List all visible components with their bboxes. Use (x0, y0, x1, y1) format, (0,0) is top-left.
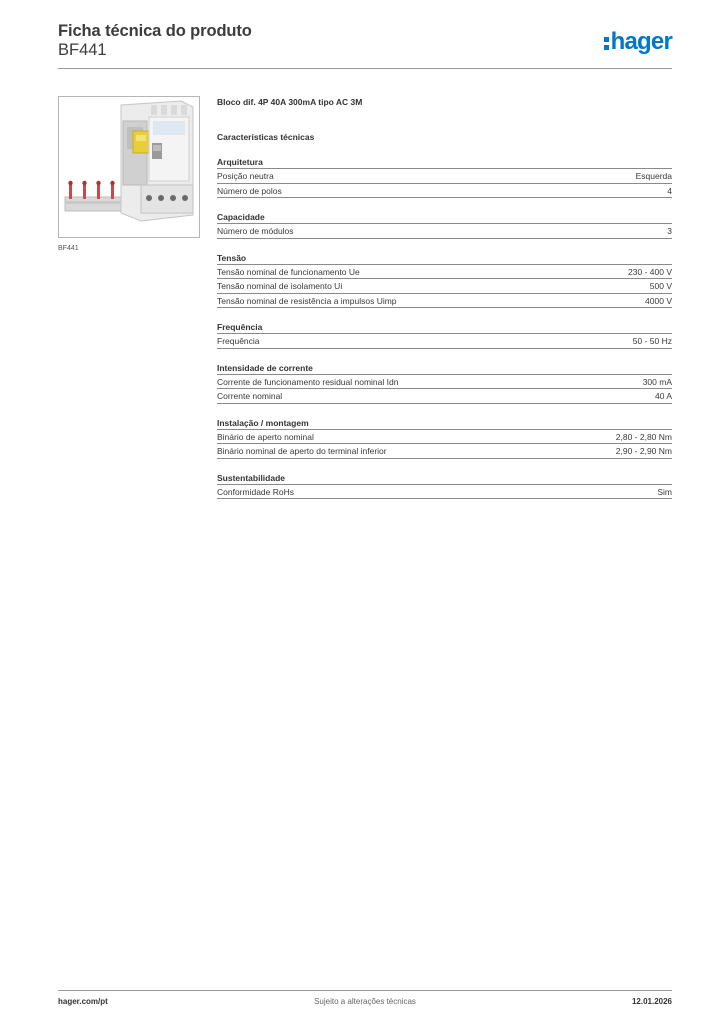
spec-group (217, 211, 672, 239)
product-name: Bloco dif. 4P 40A 300mA tipo AC 3M (217, 97, 363, 107)
spec-group (217, 252, 672, 309)
spec-label: Binário de aperto nominal (217, 431, 314, 442)
logo-colon-icon (604, 37, 609, 50)
spec-value: 40 A (654, 391, 672, 401)
spec-group (217, 156, 672, 198)
spec-row (217, 184, 672, 199)
spec-group-title: Tensão (217, 252, 672, 265)
spec-value: Esquerda (635, 171, 672, 181)
spec-value: 2,90 - 2,90 Nm (615, 446, 672, 456)
hager-logo (604, 29, 672, 55)
spec-value: 4000 V (645, 295, 672, 306)
spec-group-title: Intensidade de corrente (217, 362, 672, 375)
spec-group (217, 321, 672, 349)
spec-row (217, 279, 672, 294)
spec-row (217, 334, 672, 349)
spec-row (217, 169, 672, 184)
spec-label: Tensão nominal de isolamento Ui (217, 281, 343, 291)
spec-row (217, 389, 672, 404)
spec-group-title: Capacidade (217, 211, 672, 224)
spec-label: Número de módulos (217, 226, 294, 236)
spec-value: 230 - 400 V (628, 266, 672, 277)
spec-group-title: Sustentabilidade (217, 472, 672, 485)
spec-label: Binário nominal de aperto do terminal inferior (217, 446, 387, 456)
product-image (58, 96, 200, 238)
spec-label: Corrente nominal (217, 391, 283, 401)
spec-label: Frequência (217, 336, 260, 346)
spec-row (217, 294, 672, 309)
spec-group-title: Frequência (217, 321, 672, 334)
header-divider (58, 68, 672, 69)
spec-row (217, 265, 672, 280)
spec-value: 4 (667, 185, 672, 196)
spec-value: 2,80 - 2,80 Nm (615, 431, 672, 442)
product-code: BF441 (58, 41, 107, 59)
spec-label: Posição neutra (217, 171, 274, 181)
spec-groups (217, 156, 672, 499)
spec-value: 300 mA (642, 376, 672, 387)
spec-label: Tensão nominal de resistência a impulsos Uimp (217, 295, 397, 306)
spec-group (217, 472, 672, 500)
document-title: Ficha técnica do produto (58, 22, 252, 40)
spec-label: Conformidade RoHs (217, 486, 295, 497)
footer-divider (58, 990, 672, 991)
spec-row (217, 224, 672, 239)
logo-text: hager (610, 28, 672, 55)
spec-group-title: Arquitetura (217, 156, 672, 169)
spec-value: 500 V (649, 281, 672, 291)
spec-label: Corrente de funcionamento residual nominal Idn (217, 376, 399, 387)
spec-group (217, 417, 672, 459)
section-title: Características técnicas (217, 132, 315, 142)
footer-notice: Sujeito a alterações técnicas (314, 997, 416, 1006)
spec-row (217, 485, 672, 500)
spec-row (217, 375, 672, 390)
spec-row (217, 430, 672, 445)
spec-row (217, 444, 672, 459)
spec-label: Tensão nominal de funcionamento Ue (217, 266, 360, 277)
page-footer (58, 997, 672, 1011)
page-header (58, 20, 672, 70)
spec-group (217, 362, 672, 404)
footer-date: 12.01.2026 (631, 997, 672, 1006)
spec-value: 50 - 50 Hz (632, 336, 672, 346)
technical-content (217, 96, 672, 499)
figure-caption: BF441 (58, 245, 79, 252)
residual-current-block-illustration (59, 97, 199, 237)
spec-group-title: Instalação / montagem (217, 417, 672, 430)
spec-value: 3 (667, 226, 672, 236)
spec-value: Sim (657, 486, 672, 497)
footer-website[interactable]: hager.com/pt (58, 997, 108, 1006)
spec-label: Número de polos (217, 185, 282, 196)
